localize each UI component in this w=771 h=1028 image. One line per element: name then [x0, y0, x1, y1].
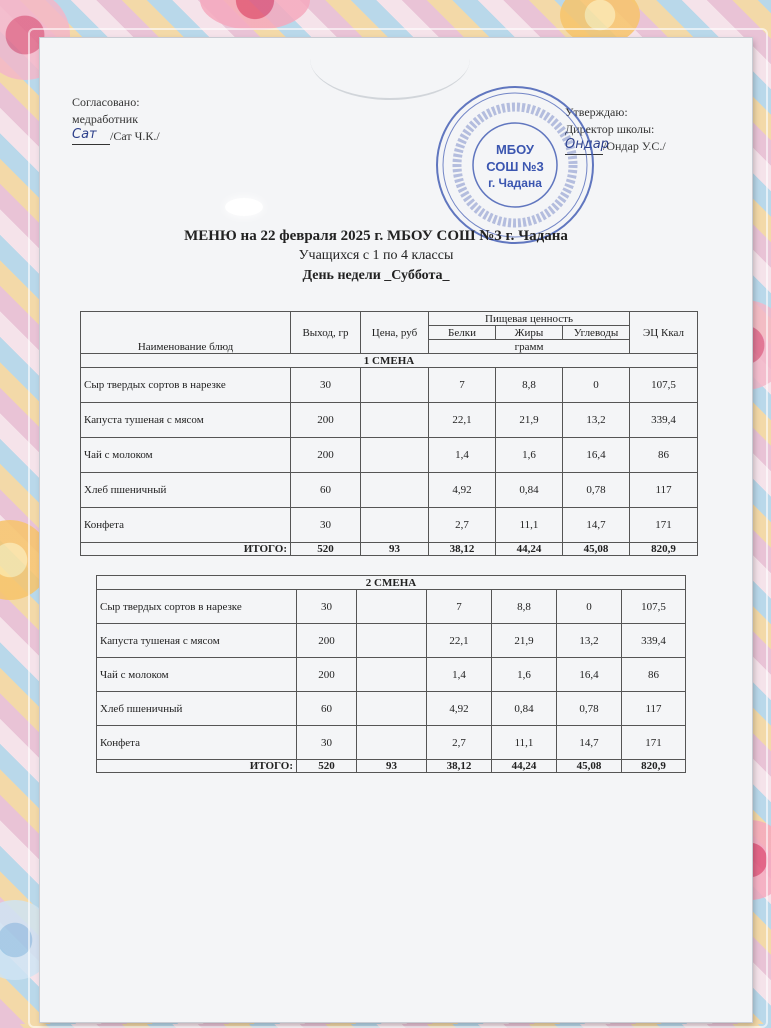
header-nutrition: Пищевая ценность [429, 312, 630, 326]
dish-yield: 200 [291, 438, 361, 473]
header-yield: Выход, гр [291, 312, 361, 354]
dish-name: Конфета [81, 508, 291, 543]
handwritten-signature: Сат [72, 127, 97, 142]
table-row [81, 438, 698, 473]
dish-protein: 1,4 [429, 438, 496, 473]
dish-fat: 0,84 [496, 473, 563, 508]
header-fat: Жиры [496, 326, 563, 340]
total-carbs: 45,08 [557, 760, 622, 773]
dish-yield: 30 [291, 508, 361, 543]
dish-fat: 11,1 [496, 508, 563, 543]
dish-fat: 1,6 [496, 438, 563, 473]
table-row [81, 403, 698, 438]
total-price: 93 [361, 543, 429, 556]
dish-fat: 11,1 [492, 726, 557, 760]
dish-name: Капуста тушеная с мясом [97, 624, 297, 658]
dish-protein: 1,4 [427, 658, 492, 692]
background-flower-decoration [200, 0, 310, 30]
dish-yield: 30 [297, 726, 357, 760]
dish-price [361, 473, 429, 508]
dish-kcal: 117 [630, 473, 698, 508]
total-row [81, 543, 698, 556]
dish-yield: 60 [297, 692, 357, 726]
dish-price [357, 624, 427, 658]
dish-name: Конфета [97, 726, 297, 760]
dish-price [361, 508, 429, 543]
table-row [81, 368, 698, 403]
stamp-text: МБОУ [495, 142, 535, 157]
dish-yield: 30 [297, 590, 357, 624]
dish-kcal: 339,4 [622, 624, 686, 658]
dish-carbs: 13,2 [563, 403, 630, 438]
approval-label: Согласовано: [72, 95, 140, 109]
dish-carbs: 0 [563, 368, 630, 403]
dish-fat: 8,8 [496, 368, 563, 403]
total-yield: 520 [291, 543, 361, 556]
menu-table-shift-1 [80, 311, 698, 556]
total-fat: 44,24 [492, 760, 557, 773]
menu-weekday: День недели _Суббота_ [302, 268, 450, 283]
header-price: Цена, руб [361, 312, 429, 354]
dish-name: Сыр твердых сортов в нарезке [81, 368, 291, 403]
dish-carbs: 16,4 [557, 658, 622, 692]
table-row [97, 624, 686, 658]
dish-carbs: 0,78 [557, 692, 622, 726]
stamp-text: г. Чадана [488, 176, 542, 190]
stamp-text: СОШ №3 [486, 159, 544, 174]
total-kcal: 820,9 [622, 760, 686, 773]
shift-label: 2 СМЕНА [97, 576, 686, 590]
light-glare [225, 198, 263, 216]
dish-price [357, 726, 427, 760]
total-price: 93 [357, 760, 427, 773]
school-stamp [432, 82, 598, 248]
total-label: ИТОГО: [97, 760, 297, 773]
dish-yield: 30 [291, 368, 361, 403]
dish-name: Чай с молоком [81, 438, 291, 473]
header-carbs: Углеводы [563, 326, 630, 340]
dish-kcal: 107,5 [622, 590, 686, 624]
dish-carbs: 14,7 [557, 726, 622, 760]
total-yield: 520 [297, 760, 357, 773]
dish-fat: 1,6 [492, 658, 557, 692]
total-fat: 44,24 [496, 543, 563, 556]
menu-subtitle: Учащихся с 1 по 4 классы [298, 248, 454, 263]
table-row [81, 473, 698, 508]
dish-name: Капуста тушеная с мясом [81, 403, 291, 438]
table-row [81, 508, 698, 543]
dish-protein: 2,7 [427, 726, 492, 760]
dish-protein: 4,92 [427, 692, 492, 726]
dish-kcal: 171 [630, 508, 698, 543]
dish-kcal: 339,4 [630, 403, 698, 438]
total-label: ИТОГО: [81, 543, 291, 556]
approver-role: медработник [72, 112, 139, 126]
director-role: Директор школы: [565, 122, 655, 136]
dish-protein: 22,1 [427, 624, 492, 658]
dish-protein: 22,1 [429, 403, 496, 438]
header-dish-name: Наименование блюд [81, 312, 291, 354]
header-units: грамм [429, 340, 630, 354]
dish-yield: 200 [291, 403, 361, 438]
approval-label: Утверждаю: [565, 105, 628, 119]
table-row [97, 726, 686, 760]
dish-kcal: 107,5 [630, 368, 698, 403]
dish-price [361, 403, 429, 438]
total-kcal: 820,9 [630, 543, 698, 556]
approval-block-left [72, 94, 160, 145]
dish-carbs: 13,2 [557, 624, 622, 658]
total-protein: 38,12 [427, 760, 492, 773]
dish-protein: 4,92 [429, 473, 496, 508]
dish-price [357, 590, 427, 624]
approver-name: /Сат Ч.К./ [110, 129, 160, 143]
dish-kcal: 86 [622, 658, 686, 692]
dish-kcal: 86 [630, 438, 698, 473]
dish-protein: 7 [427, 590, 492, 624]
director-name: /Ондар У.С./ [603, 139, 666, 153]
total-carbs: 45,08 [563, 543, 630, 556]
dish-price [357, 658, 427, 692]
total-protein: 38,12 [429, 543, 496, 556]
header-protein: Белки [429, 326, 496, 340]
dish-fat: 21,9 [496, 403, 563, 438]
table-row [97, 692, 686, 726]
dish-yield: 200 [297, 658, 357, 692]
dish-kcal: 117 [622, 692, 686, 726]
menu-sheet [40, 38, 752, 1022]
dish-carbs: 16,4 [563, 438, 630, 473]
dish-name: Сыр твердых сортов в нарезке [97, 590, 297, 624]
dish-fat: 21,9 [492, 624, 557, 658]
dish-carbs: 0,78 [563, 473, 630, 508]
signature-line [72, 127, 110, 145]
dish-price [361, 368, 429, 403]
handwritten-signature: Ондар [565, 137, 609, 152]
total-row [97, 760, 686, 773]
dish-price [357, 692, 427, 726]
dish-yield: 200 [297, 624, 357, 658]
dish-protein: 7 [429, 368, 496, 403]
header-energy: ЭЦ Ккал [630, 312, 698, 354]
dish-yield: 60 [291, 473, 361, 508]
dish-name: Хлеб пшеничный [81, 473, 291, 508]
shift-label: 1 СМЕНА [81, 354, 698, 368]
dish-price [361, 438, 429, 473]
menu-table-shift-2 [96, 575, 686, 773]
dish-carbs: 14,7 [563, 508, 630, 543]
dish-fat: 0,84 [492, 692, 557, 726]
dish-carbs: 0 [557, 590, 622, 624]
dish-name: Чай с молоком [97, 658, 297, 692]
dish-name: Хлеб пшеничный [97, 692, 297, 726]
dish-fat: 8,8 [492, 590, 557, 624]
table-row [97, 658, 686, 692]
table-row [97, 590, 686, 624]
dish-kcal: 171 [622, 726, 686, 760]
menu-title: МЕНЮ на 22 февраля 2025 г. МБОУ СОШ №3 г. Чадана [184, 228, 568, 244]
dish-protein: 2,7 [429, 508, 496, 543]
